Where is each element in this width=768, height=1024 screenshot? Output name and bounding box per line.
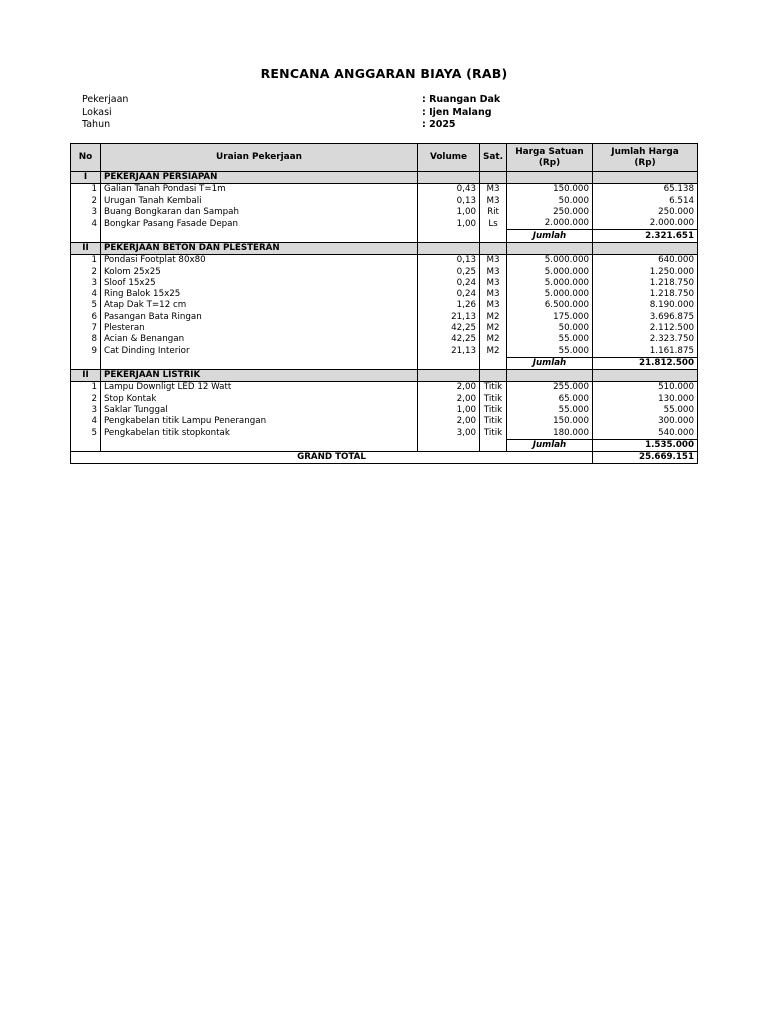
- item-unit-price: 180.000: [507, 428, 593, 440]
- table-header-row: [71, 144, 698, 172]
- item-no: 2: [71, 196, 101, 207]
- item-total-price: 1.218.750: [593, 289, 698, 300]
- item-unit-price: 5.000.000: [507, 278, 593, 289]
- item-total-price: 3.696.875: [593, 312, 698, 323]
- subtotal-row: [71, 439, 698, 451]
- info-label: Pekerjaan: [82, 94, 129, 105]
- item-total-price: 1.161.875: [593, 345, 698, 357]
- info-value: : 2025: [422, 119, 456, 130]
- item-no: 3: [71, 405, 101, 416]
- empty-cell: [480, 439, 507, 451]
- subtotal-value: 2.321.651: [593, 230, 698, 242]
- item-description: Plesteran: [101, 323, 418, 334]
- item-no: 4: [71, 218, 101, 230]
- section-no: I: [71, 172, 101, 184]
- table-row: [71, 300, 698, 311]
- table-row: [71, 255, 698, 267]
- grand-total-value: 25.669.151: [593, 452, 698, 464]
- section-no: II: [71, 242, 101, 254]
- item-description: Pondasi Footplat 80x80: [101, 255, 418, 267]
- empty-cell: [593, 172, 698, 184]
- item-volume: 1,00: [418, 218, 480, 230]
- item-unit-price: 50.000: [507, 196, 593, 207]
- item-volume: 1,00: [418, 207, 480, 218]
- table-body: [71, 172, 698, 464]
- item-total-price: 65.138: [593, 184, 698, 196]
- empty-cell: [593, 370, 698, 382]
- section-no: II: [71, 370, 101, 382]
- item-unit-price: 5.000.000: [507, 255, 593, 267]
- item-unit: M3: [480, 278, 507, 289]
- table-row: [71, 323, 698, 334]
- item-volume: 21,13: [418, 312, 480, 323]
- item-no: 4: [71, 416, 101, 427]
- item-description: Saklar Tunggal: [101, 405, 418, 416]
- item-description: Pengkabelan titik stopkontak: [101, 428, 418, 440]
- item-unit: M2: [480, 312, 507, 323]
- section-title: PEKERJAAN BETON DAN PLESTERAN: [101, 242, 418, 254]
- item-no: 2: [71, 266, 101, 277]
- item-description: Pengkabelan titik Lampu Penerangan: [101, 416, 418, 427]
- item-unit: M3: [480, 266, 507, 277]
- item-volume: 1,26: [418, 300, 480, 311]
- item-unit: M2: [480, 345, 507, 357]
- item-no: 5: [71, 428, 101, 440]
- item-unit: Titik: [480, 428, 507, 440]
- item-description: Atap Dak T=12 cm: [101, 300, 418, 311]
- item-total-price: 55.000: [593, 405, 698, 416]
- item-description: Pasangan Bata Ringan: [101, 312, 418, 323]
- item-volume: 0,24: [418, 289, 480, 300]
- subtotal-value: 1.535.000: [593, 439, 698, 451]
- table-row: [71, 428, 698, 440]
- table-row: [71, 196, 698, 207]
- table-row: [71, 312, 698, 323]
- empty-cell: [418, 439, 480, 451]
- header-jumlah-harga-label: Jumlah Harga: [611, 146, 679, 157]
- grand-total-label: GRAND TOTAL: [71, 452, 593, 464]
- table-row: [71, 382, 698, 394]
- empty-cell: [418, 357, 480, 369]
- item-description: Stop Kontak: [101, 394, 418, 405]
- item-no: 5: [71, 300, 101, 311]
- info-label: Tahun: [82, 119, 111, 130]
- empty-cell: [71, 230, 101, 242]
- item-description: Galian Tanah Pondasi T=1m: [101, 184, 418, 196]
- item-volume: 0,13: [418, 196, 480, 207]
- empty-cell: [71, 439, 101, 451]
- item-volume: 21,13: [418, 345, 480, 357]
- header-no: No: [71, 144, 101, 172]
- rab-table: [70, 143, 698, 464]
- item-total-price: 1.218.750: [593, 278, 698, 289]
- table-row: [71, 266, 698, 277]
- item-description: Sloof 15x25: [101, 278, 418, 289]
- empty-cell: [593, 242, 698, 254]
- empty-cell: [507, 172, 593, 184]
- item-description: Ring Balok 15x25: [101, 289, 418, 300]
- info-row-pekerjaan: [82, 94, 500, 107]
- item-volume: 0,25: [418, 266, 480, 277]
- subtotal-value: 21.812.500: [593, 357, 698, 369]
- item-total-price: 2.112.500: [593, 323, 698, 334]
- item-total-price: 300.000: [593, 416, 698, 427]
- subtotal-row: [71, 357, 698, 369]
- item-volume: 42,25: [418, 334, 480, 345]
- item-unit-price: 255.000: [507, 382, 593, 394]
- item-no: 7: [71, 323, 101, 334]
- section-row: [71, 370, 698, 382]
- item-volume: 0,13: [418, 255, 480, 267]
- empty-cell: [101, 439, 418, 451]
- empty-cell: [418, 230, 480, 242]
- item-unit: M3: [480, 300, 507, 311]
- item-total-price: 2.000.000: [593, 218, 698, 230]
- section-row: [71, 242, 698, 254]
- item-total-price: 2.323.750: [593, 334, 698, 345]
- table-row: [71, 289, 698, 300]
- item-unit-price: 5.000.000: [507, 289, 593, 300]
- header-sat: Sat.: [480, 144, 507, 172]
- item-total-price: 1.250.000: [593, 266, 698, 277]
- subtotal-label: Jumlah: [507, 230, 593, 242]
- item-unit: M2: [480, 323, 507, 334]
- empty-cell: [101, 357, 418, 369]
- item-unit: M3: [480, 255, 507, 267]
- empty-cell: [71, 357, 101, 369]
- item-volume: 2,00: [418, 382, 480, 394]
- item-unit: M3: [480, 184, 507, 196]
- empty-cell: [418, 172, 480, 184]
- empty-cell: [480, 172, 507, 184]
- item-volume: 0,43: [418, 184, 480, 196]
- item-total-price: 510.000: [593, 382, 698, 394]
- item-unit-price: 150.000: [507, 184, 593, 196]
- item-total-price: 8.190.000: [593, 300, 698, 311]
- item-no: 8: [71, 334, 101, 345]
- empty-cell: [507, 370, 593, 382]
- item-description: Cat Dinding Interior: [101, 345, 418, 357]
- empty-cell: [480, 242, 507, 254]
- item-no: 3: [71, 207, 101, 218]
- item-unit: M3: [480, 196, 507, 207]
- item-total-price: 130.000: [593, 394, 698, 405]
- header-harga-satuan: [507, 144, 593, 172]
- item-unit: Ls: [480, 218, 507, 230]
- item-description: Kolom 25x25: [101, 266, 418, 277]
- item-no: 2: [71, 394, 101, 405]
- item-unit-price: 50.000: [507, 323, 593, 334]
- item-unit-price: 250.000: [507, 207, 593, 218]
- item-unit: Titik: [480, 382, 507, 394]
- item-no: 9: [71, 345, 101, 357]
- table-row: [71, 278, 698, 289]
- item-unit-price: 55.000: [507, 345, 593, 357]
- item-unit: Titik: [480, 394, 507, 405]
- subtotal-label: Jumlah: [507, 439, 593, 451]
- item-volume: 2,00: [418, 394, 480, 405]
- table-row: [71, 207, 698, 218]
- item-unit-price: 5.000.000: [507, 266, 593, 277]
- item-no: 3: [71, 278, 101, 289]
- item-total-price: 540.000: [593, 428, 698, 440]
- item-description: Lampu Downligt LED 12 Watt: [101, 382, 418, 394]
- item-no: 6: [71, 312, 101, 323]
- info-value: : Ijen Malang: [422, 106, 492, 118]
- item-unit: M2: [480, 334, 507, 345]
- empty-cell: [101, 230, 418, 242]
- item-unit-price: 6.500.000: [507, 300, 593, 311]
- empty-cell: [480, 230, 507, 242]
- item-unit-price: 150.000: [507, 416, 593, 427]
- item-unit-price: 2.000.000: [507, 218, 593, 230]
- info-value: : Ruangan Dak: [422, 94, 501, 105]
- item-unit-price: 65.000: [507, 394, 593, 405]
- section-title: PEKERJAAN PERSIAPAN: [101, 172, 418, 184]
- info-label: Lokasi: [82, 106, 112, 118]
- item-no: 4: [71, 289, 101, 300]
- item-unit: Titik: [480, 416, 507, 427]
- section-row: [71, 172, 698, 184]
- empty-cell: [480, 370, 507, 382]
- item-total-price: 6.514: [593, 196, 698, 207]
- info-row-tahun: [82, 119, 500, 132]
- item-description: Bongkar Pasang Fasade Depan: [101, 218, 418, 230]
- item-no: 1: [71, 184, 101, 196]
- header-jumlah-harga-unit: (Rp): [634, 157, 656, 168]
- header-uraian: Uraian Pekerjaan: [101, 144, 418, 172]
- section-title: PEKERJAAN LISTRIK: [101, 370, 418, 382]
- item-unit: Titik: [480, 405, 507, 416]
- header-volume: Volume: [418, 144, 480, 172]
- grand-total-row: [71, 452, 698, 464]
- subtotal-label: Jumlah: [507, 357, 593, 369]
- table-row: [71, 345, 698, 357]
- item-unit: Rit: [480, 207, 507, 218]
- empty-cell: [507, 242, 593, 254]
- item-total-price: 640.000: [593, 255, 698, 267]
- item-unit-price: 55.000: [507, 405, 593, 416]
- empty-cell: [418, 242, 480, 254]
- table-row: [71, 218, 698, 230]
- item-no: 1: [71, 382, 101, 394]
- table-row: [71, 334, 698, 345]
- item-description: Acian & Benangan: [101, 334, 418, 345]
- item-volume: 2,00: [418, 416, 480, 427]
- item-description: Buang Bongkaran dan Sampah: [101, 207, 418, 218]
- table-row: [71, 416, 698, 427]
- header-jumlah-harga: [593, 144, 698, 172]
- subtotal-row: [71, 230, 698, 242]
- item-no: 1: [71, 255, 101, 267]
- header-harga-satuan-label: Harga Satuan: [515, 146, 584, 157]
- table-row: [71, 405, 698, 416]
- item-volume: 0,24: [418, 278, 480, 289]
- item-volume: 42,25: [418, 323, 480, 334]
- item-volume: 3,00: [418, 428, 480, 440]
- header-harga-satuan-unit: (Rp): [538, 157, 561, 168]
- item-total-price: 250.000: [593, 207, 698, 218]
- item-unit: M3: [480, 289, 507, 300]
- table-row: [71, 184, 698, 196]
- empty-cell: [480, 357, 507, 369]
- item-volume: 1,00: [418, 405, 480, 416]
- item-unit-price: 55.000: [507, 334, 593, 345]
- item-unit-price: 175.000: [507, 312, 593, 323]
- info-row-lokasi: [82, 107, 500, 120]
- item-description: Urugan Tanah Kembali: [101, 196, 418, 207]
- empty-cell: [418, 370, 480, 382]
- table-row: [71, 394, 698, 405]
- project-info: [82, 94, 500, 132]
- page-title: RENCANA ANGGARAN BIAYA (RAB): [260, 66, 508, 81]
